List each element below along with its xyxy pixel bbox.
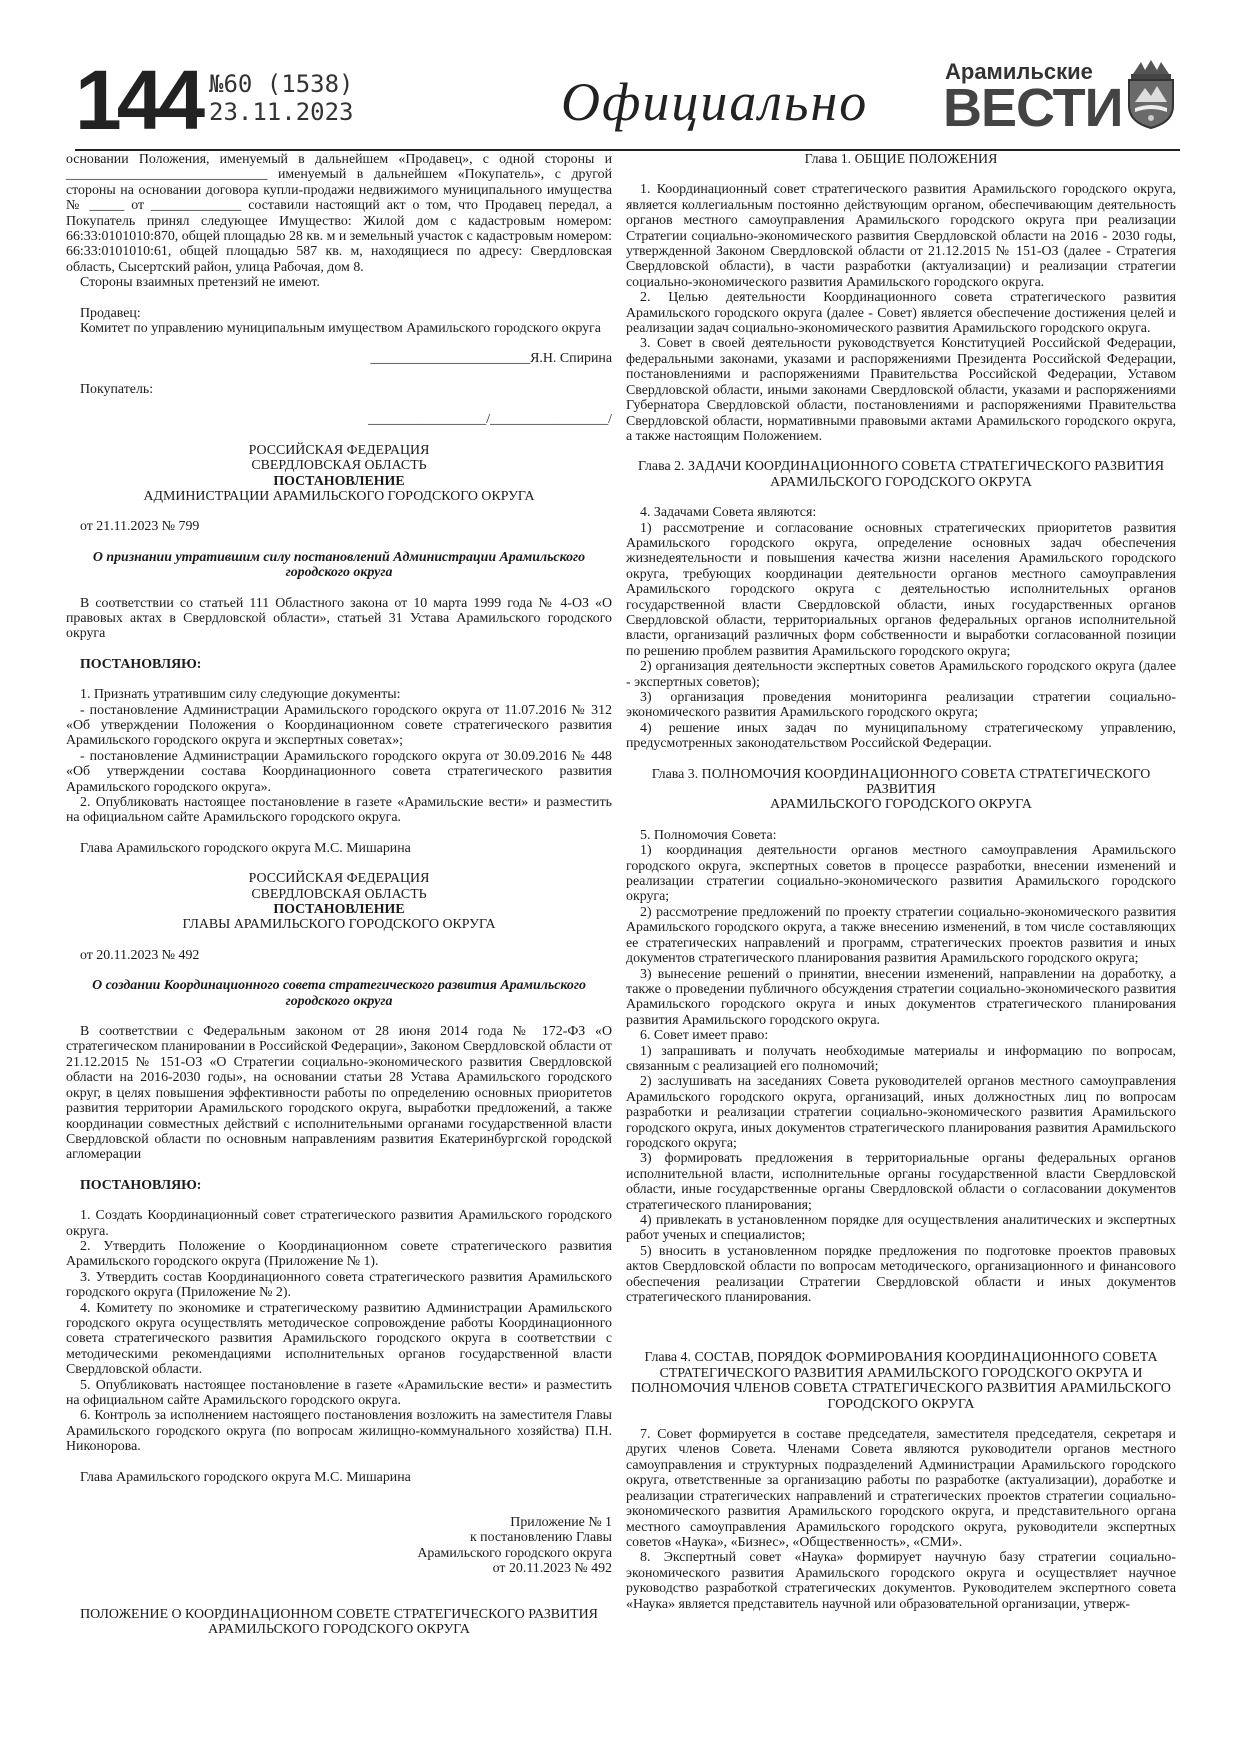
regulation-paragraph: 7. Совет формируется в составе председателя, заместителя председателя, секретаря и других членов Совета. Членами Совета являются руководители органов местного самоуправления и структурных подразделений Администрации Арамильского городского округа, ответственные за организацию работы по разработке (актуализации), доработке и реализации стратегических направлений и стратегических проектов стратегии социально-экономического развития Арамильского городского округа, и представительного органа местного самоуправления Арамильского городского округа, руководители экспертных советов «Наука», «Бизнес», «Общественность», «СМИ». [626, 1427, 1176, 1550]
decree-2-date: от 20.11.2023 № 492 [80, 947, 200, 963]
decree-1-header: РОССИЙСКАЯ ФЕДЕРАЦИЯ [248, 442, 430, 458]
decree-1-item: 2. Опубликовать настоящее постановление в газете «Арамильские вести» и разместить на официальном сайте Арамильского городского округа. [66, 795, 612, 826]
brand-name-top: Арамильские [945, 59, 1093, 84]
regulation-paragraph: 2. Целью деятельности Координационного совета стратегического развития Арамильского городского округа (далее - Совет) является обеспечение достижения целей и реализации задач социально-экономического развития Арамильского городского округа. [626, 290, 1176, 337]
decree-2-header: ПОСТАНОВЛЕНИЕ [273, 902, 405, 918]
decree-2-header: ГЛАВЫ АРАМИЛЬСКОГО ГОРОДСКОГО ОКРУГА [182, 917, 496, 933]
regulation-paragraph: 3) организация проведения мониторинга реализации стратегии социально-экономического развития Арамильского городского округа; [626, 690, 1176, 721]
decree-2-item: 5. Опубликовать настоящее постановление в газете «Арамильские вести» и разместить на официальном сайте Арамильского городского округа. [66, 1377, 612, 1408]
chapter-4-heading: Глава 4. СОСТАВ, ПОРЯДОК ФОРМИРОВАНИЯ КООРДИНАЦИОННОГО СОВЕТА СТРАТЕГИЧЕСКОГО РАЗВИТИЯ АРАМИЛЬСКОГО ГОРОДСКОГО ОКРУГА И ПОЛНОМОЧИЯ ЧЛЕНОВ СОВЕТА СТРАТЕГИЧЕСКОГО РАЗВИТИЯ АРАМИЛЬСКОГО ГОРОДСКОГО ОКРУГА [631, 1350, 1171, 1412]
regulation-paragraph: 1) запрашивать и получать необходимые материалы и информацию по вопросам, связанным с реализацией его полномочий; [626, 1043, 1176, 1074]
regulation-paragraph: 2) организация деятельности экспертных советов Арамильского городского округа (далее - экспертных советов); [626, 659, 1176, 690]
seller-label: Продавец: [80, 305, 141, 321]
decree-2-decree: ПОСТАНОВЛЯЮ: [80, 1177, 202, 1193]
regulation-paragraph: 1) координация деятельности органов местного самоуправления Арамильского городского округа, экспертных советов в процессе разработки, внесении изменений и реализации стратегии социально-экономического развития Арамильского городского округа; [626, 843, 1176, 905]
regulation-paragraph: 2) рассмотрение предложений по проекту стратегии социально-экономического развития Арамильского городского округа, а также внесению изменений, в том числе составляющих ее стратегических направлений и программ, стратегических проектов развития и иных документов стратегического планирования развития Арамильского городского округа; [626, 904, 1176, 967]
decree-2-header: РОССИЙСКАЯ ФЕДЕРАЦИЯ [248, 871, 430, 887]
regulation-paragraph: 5. Полномочия Совета: [640, 827, 777, 843]
decree-1-title: О признании утратившим силу постановлений Администрации Арамильского городского округа [92, 549, 586, 581]
decree-1-decree: ПОСТАНОВЛЯЮ: [80, 656, 202, 672]
regulation-paragraph: 4. Задачами Совета являются: [640, 505, 817, 521]
issue-number: №60 (1538) [209, 70, 354, 98]
seller-signature: _______________________Я.Н. Спирина [370, 351, 612, 367]
chapter-3-heading: АРАМИЛЬСКОГО ГОРОДСКОГО ОКРУГА [770, 797, 1032, 813]
issue-date: 23.11.2023 [209, 98, 354, 126]
regulation-paragraph: 3) вынесение решений о принятии, внесении изменений, направлении на доработку, а также о проведении публичного обсуждения стратегии социально-экономического развития Арамильского городского округа и иных документов стратегического планирования развития Арамильского городского округа. [626, 966, 1176, 1028]
decree-2-item: 4. Комитету по экономике и стратегическому развитию Администрации Арамильского городского округа осуществлять методическое сопровождение работы Координационного совета стратегического развития Арамильского городского округа в соответствии с методическими рекомендациями исполнительных органов государственной власти Свердловской области. [66, 1300, 612, 1378]
buyer-label: Покупатель: [80, 381, 154, 397]
act-text: основании Положения, именуемый в дальнейшем «Продавец», с одной стороны и _____________________________ именуемый в дальнейшем «Покупатель», с другой стороны на основании договора купли-продажи недвижимого муниципального имущества № _____ от _____________ составили настоящий акт о том, что Продавец передал, а Покупатель принял следующее Имущество: Жилой дом с кадастровым номером: 66:33:0101010:870, общей площадью 28 кв. м и земельный участок с кадастровым номером: 66:33:0101010:61, общей площадью 587 кв. м, находящиеся по адресу: Свердловская область, Сысертский район, улица Рабочая, дом 8. [66, 152, 612, 275]
regulation-paragraph: 2) заслушивать на заседаниях Совета руководителей органов местного самоуправления Арамильского городского округа, организаций, иных должностных лиц по вопросам разработки и реализации стратегии социально-экономического развития Арамильского городского округа, иных документов стратегического планирования развития Арамильского городского округа; [626, 1074, 1176, 1151]
regulation-paragraph: 1. Координационный совет стратегического развития Арамильского городского округа, является коллегиальным постоянно действующим органом, обеспечивающим деятельность органов местного самоуправления Арамильского городского округа при реализации Стратегии социально-экономического развития Свердловской области на 2016 - 2030 годы, утвержденной Законом Свердловской области от 21.12.2015 № 151-ОЗ (далее - Стратегия Свердловской области), в части разработки (актуализации) и реализации стратегии социально-экономического развития Арамильского городского округа. [626, 182, 1176, 290]
section-title: Официально [561, 72, 869, 132]
decree-1-signature: Глава Арамильского городского округа М.С. Мишарина [80, 840, 411, 856]
appendix-note: Арамильского городского округа [417, 1545, 612, 1561]
appendix-note: от 20.11.2023 № 492 [492, 1561, 612, 1577]
brand-name-bottom: ВЕСТИ [943, 78, 1123, 138]
decree-1-header: ПОСТАНОВЛЕНИЕ [273, 473, 405, 489]
decree-2-item: 1. Создать Координационный совет стратегического развития Арамильского городского округа. [66, 1208, 612, 1239]
decree-1-header: АДМИНИСТРАЦИИ АРАМИЛЬСКОГО ГОРОДСКОГО ОКРУГА [143, 488, 535, 504]
right-column [626, 152, 1176, 1612]
regulation-paragraph: 4) привлекать в установленном порядке для осуществления аналитических и экспертных работ ученых и специалистов; [626, 1213, 1176, 1244]
chapter-1-heading: Глава 1. ОБЩИЕ ПОЛОЖЕНИЯ [804, 152, 998, 167]
decree-2-header: СВЕРДЛОВСКАЯ ОБЛАСТЬ [251, 886, 427, 902]
appendix-note: Приложение № 1 [510, 1515, 612, 1531]
decree-2-signature: Глава Арамильского городского округа М.С. Мишарина [80, 1469, 411, 1485]
decree-1-date: от 21.11.2023 № 799 [80, 519, 200, 535]
regulation-paragraph: 8. Экспертный совет «Наука» формирует научную базу стратегии социально-экономического развития Арамильского городского округа и осуществляет научное руководство разработкой стратегических документов. Руководителем экспертного совета «Наука» является представитель научной или образовательной организации, утверж- [626, 1550, 1176, 1612]
buyer-signature: _________________/_________________/ [368, 412, 612, 428]
chapter-2-heading: Глава 2. ЗАДАЧИ КООРДИНАЦИОННОГО СОВЕТА СТРАТЕГИЧЕСКОГО РАЗВИТИЯ АРАМИЛЬСКОГО ГОРОДСКОГО ОКРУГА [638, 459, 1164, 490]
decree-2-title: О создании Координационного совета стратегического развития Арамильского городского округа [92, 978, 586, 1009]
decree-2-item: 2. Утвердить Положение о Координационном совете стратегического развития Арамильского городского округа (Приложение № 1). [66, 1238, 612, 1270]
seller-organization: Комитет по управлению муниципальным имуществом Арамильского городского округа [80, 321, 601, 337]
decree-2-intro: В соответствии с Федеральным законом от 28 июня 2014 года № 172-ФЗ «О стратегическом планировании в Российской Федерации», Законом Свердловской области от 21.12.2015 № 151-ОЗ «О Стратегии социально-экономического развития Свердловской области на 2016-2030 годы», на основании статьи 28 Устава Арамильского городского округ, в целях повышения эффективности работы по определению основных приоритетов развития территории Арамильского городского округа, выработки предложений, а также координации совместных действий с исполнительными органами государственной власти Свердловской области по основным направлениям развития Екатеринбургской городской агломерации [66, 1024, 612, 1163]
regulation-paragraph: 3) формировать предложения в территориальные органы федеральных органов исполнительной власти, исполнительные органы государственной власти Свердловской области, иные государственные органы Свердловской области о согласовании документов стратегического планирования; [626, 1151, 1176, 1213]
regulation-paragraph: 1) рассмотрение и согласование основных стратегических приоритетов развития Арамильского городского округа, определение основных задач обеспечения жизнедеятельности и повышения качества жизни населения Арамильского городского округа, требующих координации деятельности органов местного самоуправления Арамильского городского округа с деятельностью исполнительных органов государственной власти Свердловской области, иных государственных органов Свердловской области, территориальных органов федеральных органов исполнительной власти, организаций различных форм собственности и выработки согласованной позиции по решению проблем развития Арамильского городского округа; [626, 520, 1176, 659]
act-claims: Стороны взаимных претензий не имеют. [80, 275, 320, 291]
masthead [75, 53, 1180, 150]
regulation-paragraph: 4) решение иных задач по муниципальному стратегическому управлению, предусмотренных законодательством Российской Федерации. [626, 720, 1176, 752]
left-column [66, 152, 612, 1637]
decree-1-item: - постановление Администрации Арамильского городского округа от 11.07.2016 № 312 «Об утверждении Положения о Координационном совете стратегического развития Арамильского городского округа и экспертных советах»; [66, 702, 612, 749]
decree-1-item: 1. Признать утратившим силу следующие документы: [80, 687, 401, 703]
coat-of-arms-icon [1125, 58, 1177, 130]
regulation-paragraph: 5) вносить в установленном порядке предложения по подготовке проектов правовых актов Свердловской области по вопросам методического, организационного и финансового обеспечения реализации Стратегии Свердловской области и иных документов стратегического планирования. [626, 1243, 1176, 1306]
header-rule [75, 149, 1180, 151]
decree-2-item: 6. Контроль за исполнением настоящего постановления возложить на заместителя Главы Арамильского городского округа (по вопросам жилищно-коммунального хозяйства) П.Н. Никонорова. [66, 1408, 612, 1455]
regulation-paragraph: 3. Совет в своей деятельности руководствуется Конституцией Российской Федерации, федеральными законами, указами и распоряжениями Президента Российской Федерации, постановлениями и распоряжениями Правительства Российской Федерации, Уставом Свердловской области, иными законами Свердловской области, указами и распоряжениями Губернатора Свердловской области, постановлениями и распоряжениями Правительства Свердловской области, нормативными правовыми актами Арамильского городского округа, а также настоящим Положением. [626, 336, 1176, 444]
regulation-paragraph: 6. Совет имеет право: [640, 1028, 769, 1044]
decree-1-header: СВЕРДЛОВСКАЯ ОБЛАСТЬ [251, 458, 427, 474]
appendix-note: к постановлению Главы [469, 1530, 612, 1546]
page-number: 144 [75, 53, 201, 147]
decree-1-item: - постановление Администрации Арамильского городского округа от 30.09.2016 № 448 «Об утверждении состава Координационного совета стратегического развития Арамильского городского округа». [66, 748, 612, 795]
chapter-3-heading: Глава 3. ПОЛНОМОЧИЯ КООРДИНАЦИОННОГО СОВЕТА СТРАТЕГИЧЕСКОГО РАЗВИТИЯ [651, 766, 1151, 798]
decree-1-intro: В соответствии со статьей 111 Областного закона от 10 марта 1999 года № 4-ОЗ «О правовых актах в Свердловской области», статьей 31 Устава Арамильского городского округа [66, 595, 612, 642]
regulation-title: ПОЛОЖЕНИЕ О КООРДИНАЦИОННОМ СОВЕТЕ СТРАТЕГИЧЕСКОГО РАЗВИТИЯ АРАМИЛЬСКОГО ГОРОДСКОГО ОКРУГА [80, 1606, 598, 1638]
decree-2-item: 3. Утвердить состав Координационного совета стратегического развития Арамильского городского округа (Приложение № 2). [66, 1269, 612, 1301]
